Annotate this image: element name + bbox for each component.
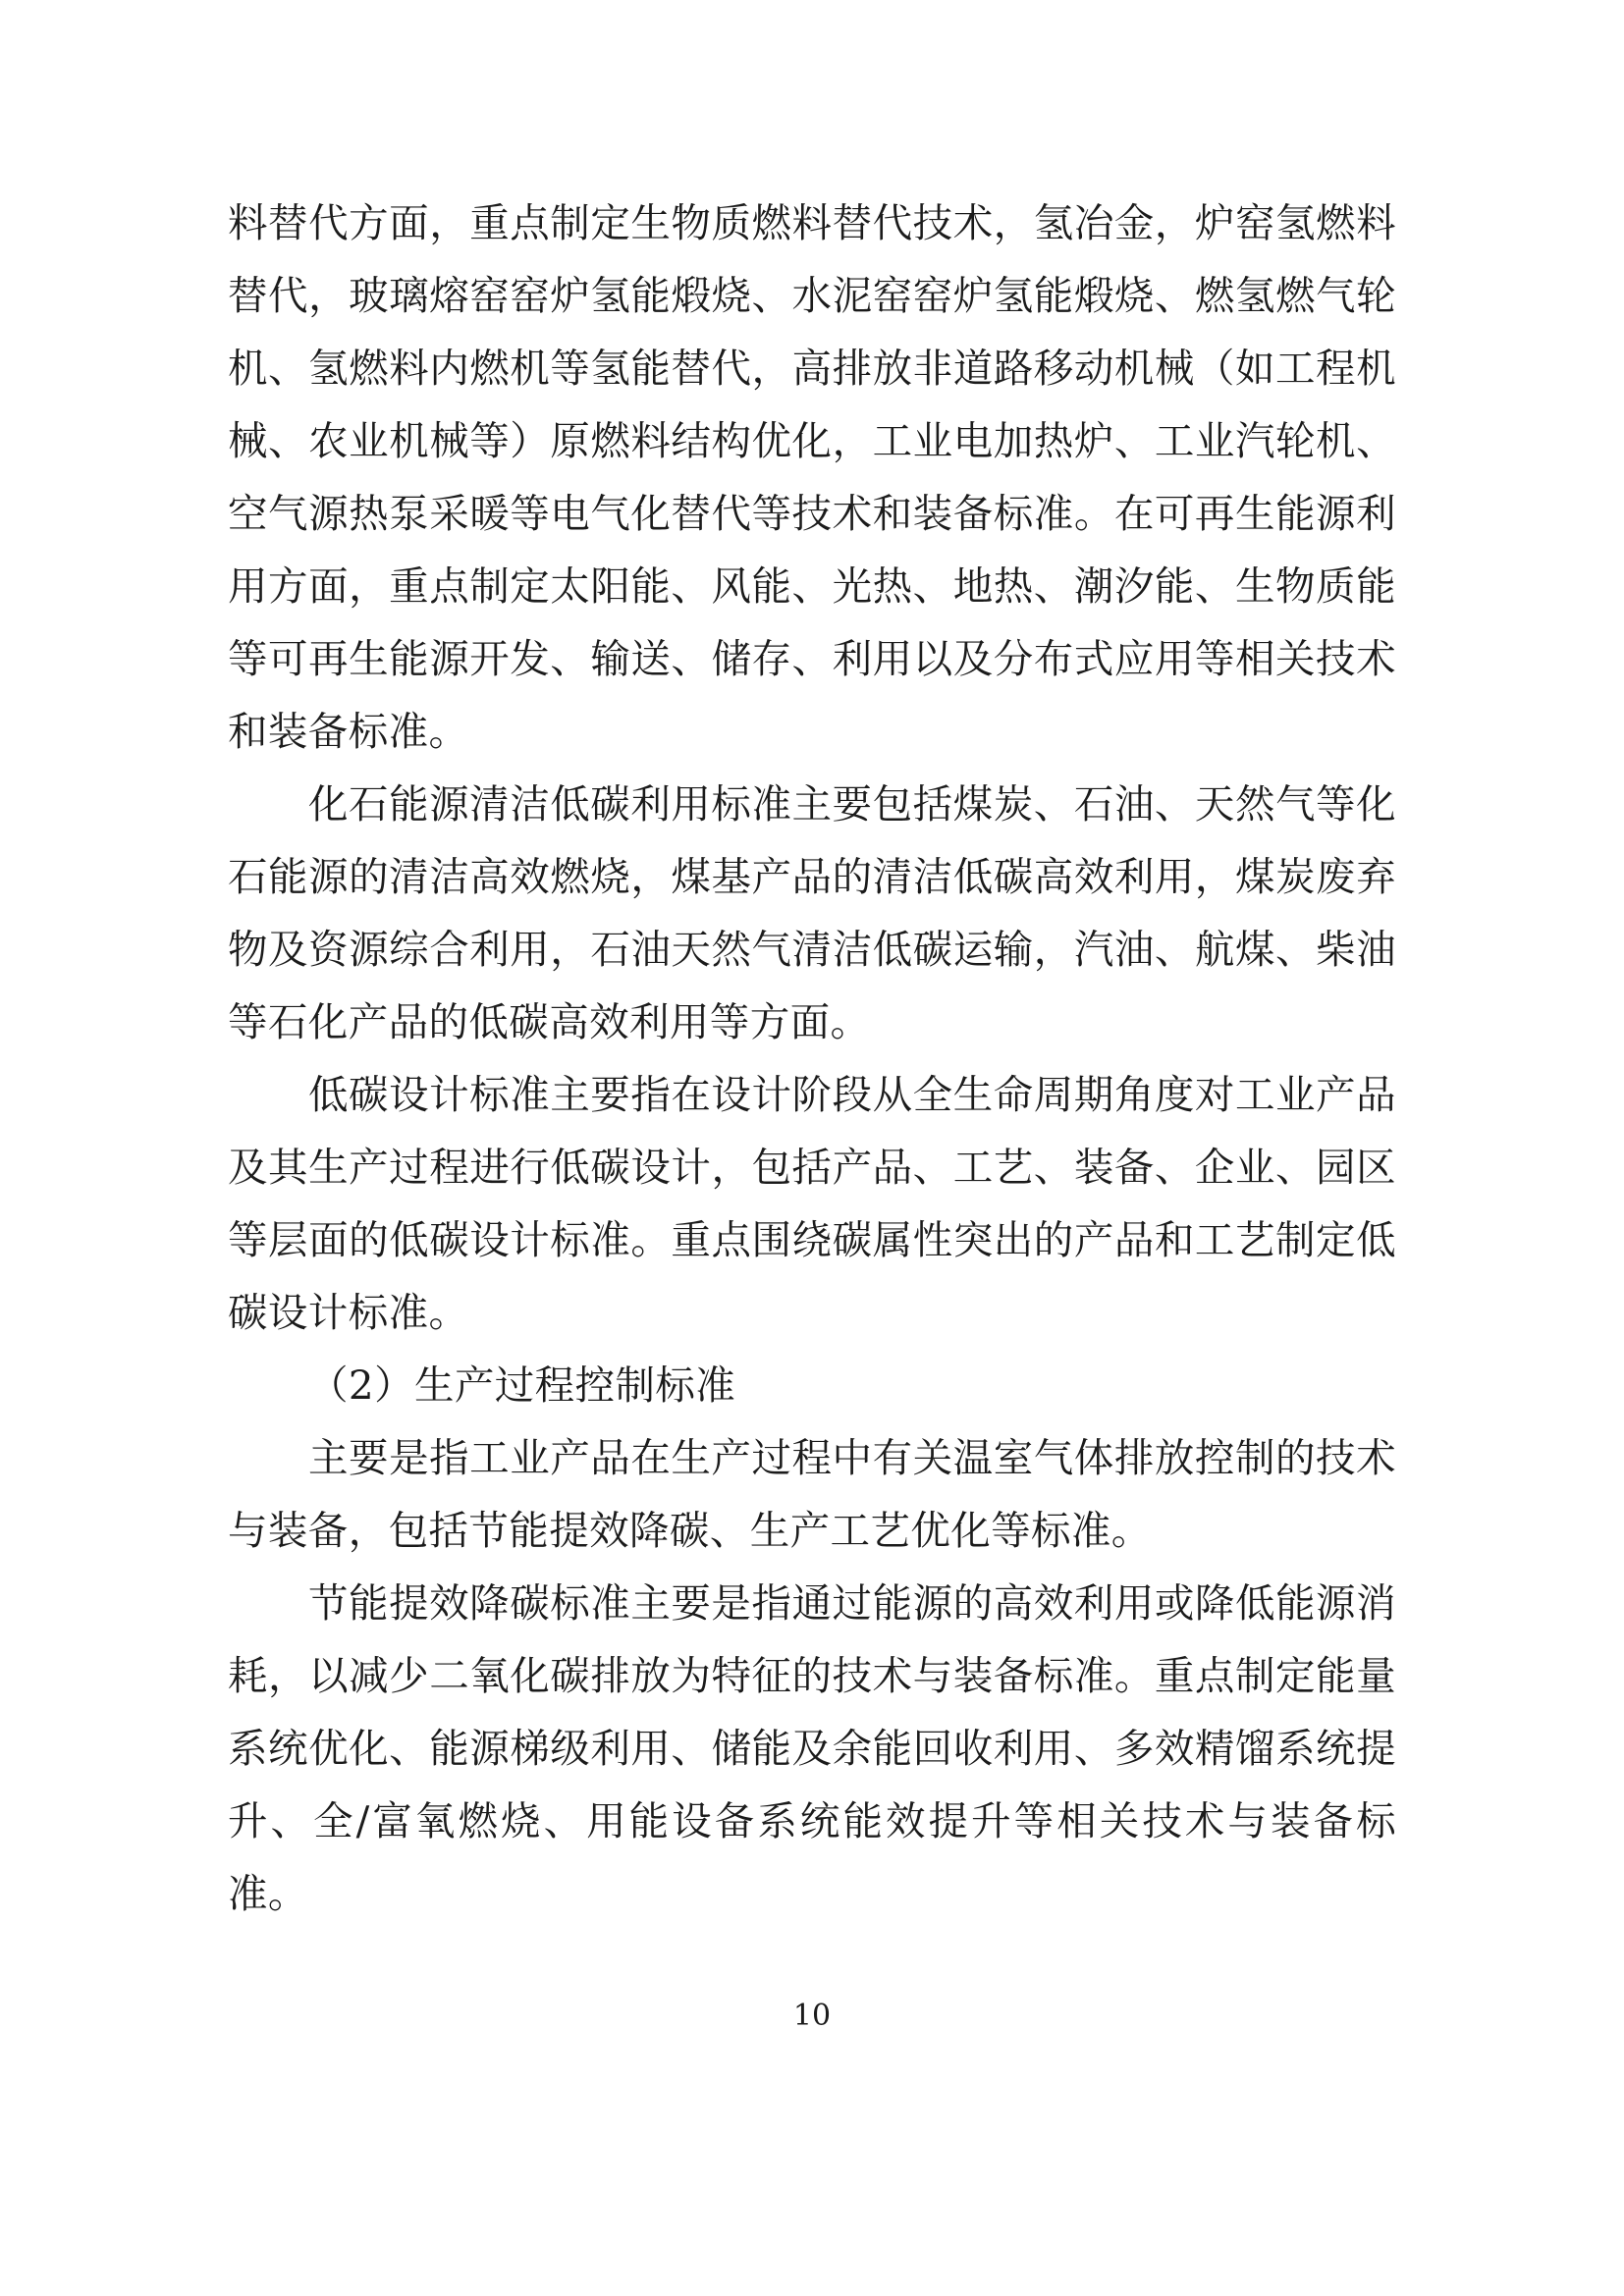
page-number: 10 <box>792 1999 832 2033</box>
paragraph-2: 化石能源清洁低碳利用标准主要包括煤炭、石油、天然气等化石能源的清洁高效燃烧，煤基产品的清洁低碳高效利用，煤炭废弃物及资源综合利用，石油天然气清洁低碳运输，汽油、航煤、柴油等石化产品的低碳高效利用等方面。 <box>228 780 1396 1045</box>
paragraph-6: 节能提效降碳标准主要是指通过能源的高效利用或降低能源消耗，以减少二氧化碳排放为特征的技术与装备标准。重点制定能量系统优化、能源梯级利用、储能及余能回收利用、多效精馏系统提升、全/富氧燃烧、用能设备系统能效提升等相关技术与装备标准。 <box>228 1579 1396 1917</box>
section-heading-2: （2）生产过程控制标准 <box>308 1362 736 1409</box>
paragraph-5: 主要是指工业产品在生产过程中有关温室气体排放控制的技术与装备，包括节能提效降碳、生产工艺优化等标准。 <box>228 1434 1396 1554</box>
page-body <box>228 187 1396 1930</box>
paragraph-1: 料替代方面，重点制定生物质燃料替代技术，氢冶金，炉窑氢燃料替代，玻璃熔窑窑炉氢能煅烧、水泥窑窑炉氢能煅烧、燃氢燃气轮机、氢燃料内燃机等氢能替代，高排放非道路移动机械（如工程机械、农业机械等）原燃料结构优化，工业电加热炉、工业汽轮机、空气源热泵采暖等电气化替代等技术和装备标准。在可再生能源利用方面，重点制定太阳能、风能、光热、地热、潮汐能、生物质能等可再生能源开发、输送、储存、利用以及分布式应用等相关技术和装备标准。 <box>228 199 1396 755</box>
paragraph-3: 低碳设计标准主要指在设计阶段从全生命周期角度对工业产品及其生产过程进行低碳设计，包括产品、工艺、装备、企业、园区等层面的低碳设计标准。重点围绕碳属性突出的产品和工艺制定低碳设计标准。 <box>228 1071 1396 1336</box>
